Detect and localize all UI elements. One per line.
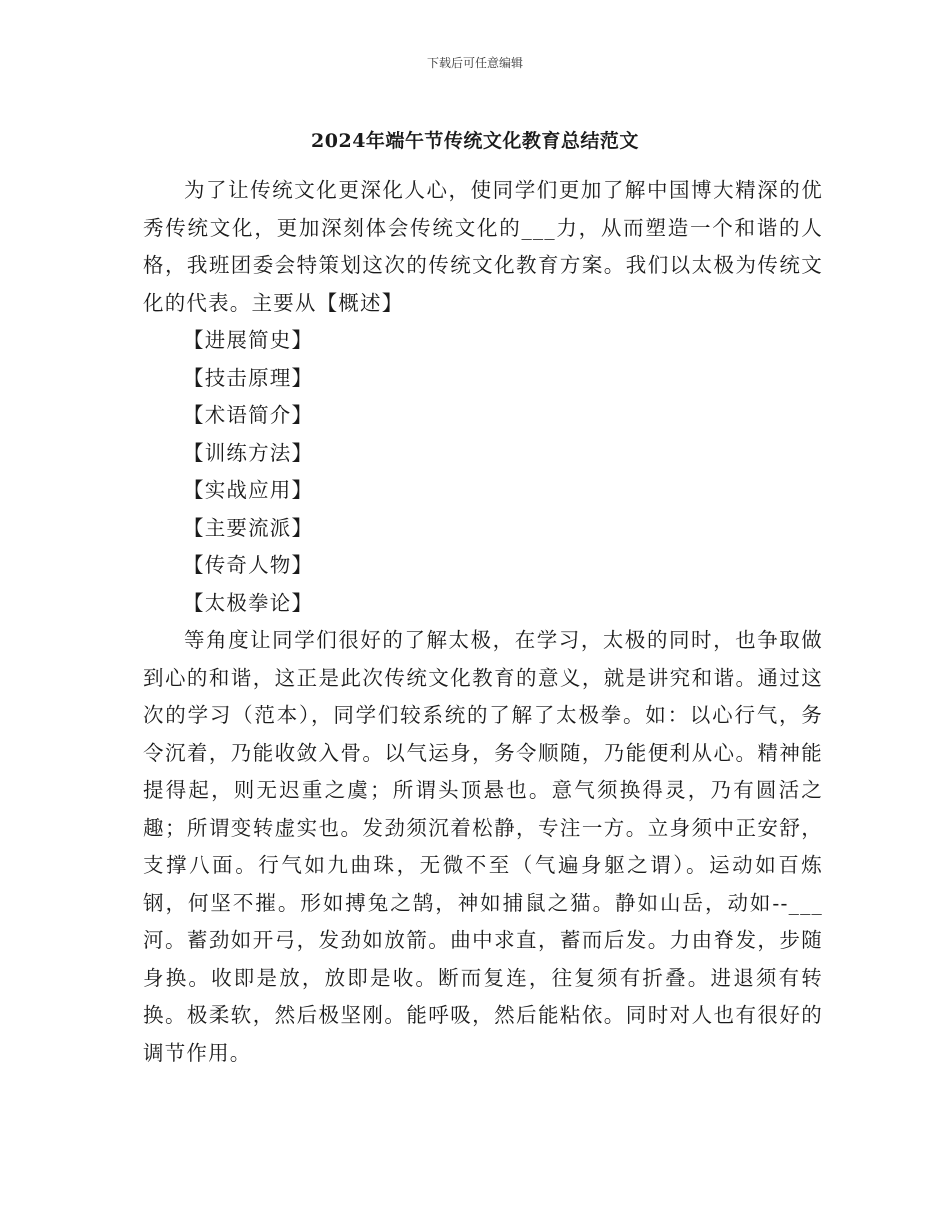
topic-item: 【实战应用】 <box>183 478 314 502</box>
document-title: 2024年端午节传统文化教育总结范文 <box>311 130 639 152</box>
topic-item: 【太极拳论】 <box>183 590 314 615</box>
topic-item: 【进展简史】 <box>183 328 314 352</box>
topic-item: 【术语简介】 <box>183 403 314 427</box>
topic-item: 【技击原理】 <box>183 365 314 390</box>
document-body <box>143 172 823 1072</box>
topic-list <box>143 322 823 622</box>
topic-item: 【主要流派】 <box>183 515 314 540</box>
body-paragraph: 等角度让同学们很好的了解太极，在学习，太极的同时，也争取做到心的和谐，这正是此次传统文化教育的意义，就是讲究和谐。通过这次的学习（范本），同学们较系统的了解了太极拳。如：以心行气，务令沉着，乃能收敛入骨。以气运身，务令顺随，乃能便利从心。精神能提得起，则无迟重之虞；所谓头顶悬也。意气须换得灵，乃有圆活之趣；所谓变转虚实也。发劲须沉着松静，专注一方。立身须中正安舒，支撑八面。行气如九曲珠，无微不至（气遍身躯之谓）。运动如百炼钢，何坚不摧。形如搏兔之鹄，神如捕鼠之猫。静如山岳，动如--___河。蓄劲如开弓，发劲如放箭。曲中求直，蓄而后发。力由脊发，步随身换。收即是放，放即是收。断而复连，往复须有折叠。进退须有转换。极柔软，然后极坚刚。能呼吸，然后能粘依。同时对人也有很好的调节作用。 <box>143 628 823 1065</box>
topic-item: 【训练方法】 <box>183 440 314 465</box>
topic-item: 【传奇人物】 <box>183 553 314 577</box>
page-header-note: 下载后可任意编辑 <box>426 56 523 70</box>
intro-paragraph: 为了让传统文化更深化人心，使同学们更加了解中国博大精深的优秀传统文化，更加深刻体会传统文化的___力，从而塑造一个和谐的人格，我班团委会特策划这次的传统文化教育方案。我们以太极为传统文化的代表。主要从【概述】 <box>143 178 823 315</box>
